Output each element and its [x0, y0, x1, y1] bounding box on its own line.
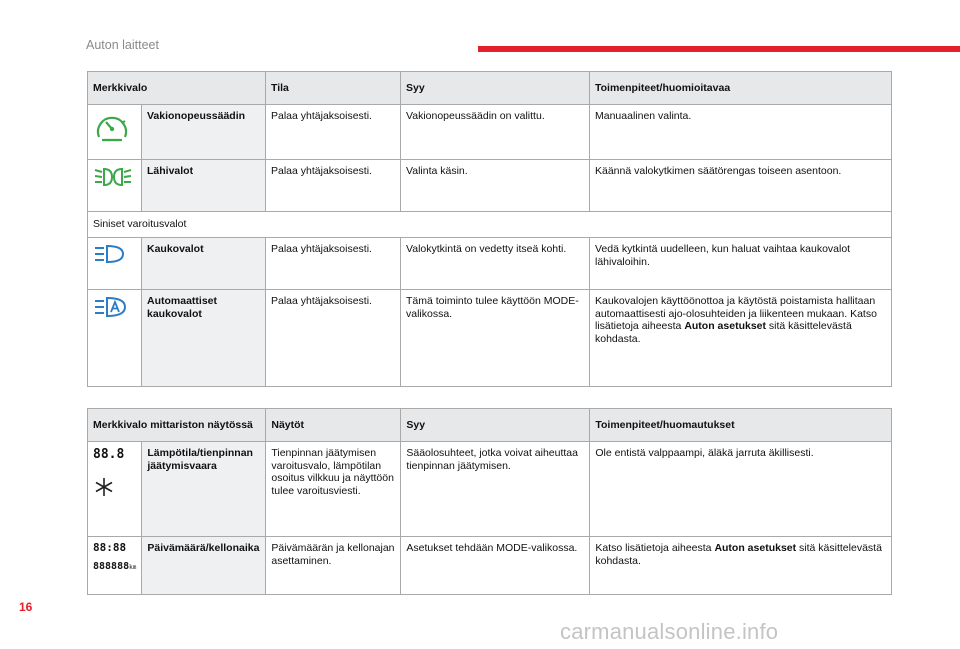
state-cell: Palaa yhtäjaksoisesti. — [266, 160, 401, 212]
auto-high-beam-icon — [93, 310, 129, 322]
table-header-row — [88, 72, 892, 105]
indicator-name: Lämpötila/tienpinnan jäätymisvaara — [142, 442, 266, 537]
display-cell: Tienpinnan jäätymisen varoitusvalo, lämpötilan osoitus vilkkuu ja näyttöön tulee varoitusviesti. — [266, 442, 401, 537]
table-row — [88, 442, 892, 537]
header-accent-bar — [478, 46, 960, 52]
cause-cell: Valokytkintä on vedetty itseä kohti. — [401, 238, 590, 290]
indicator-name: Automaattiset kaukovalot — [142, 290, 266, 387]
table-header-row — [88, 409, 892, 442]
column-header: Näytöt — [266, 409, 401, 442]
action-text: sitä käsittelevästä kohdasta. — [595, 542, 882, 567]
column-header: Tila — [266, 72, 401, 105]
display-indicators-table — [87, 408, 892, 595]
clock-digits: 88:88 — [93, 541, 127, 554]
cruise-control-icon — [93, 139, 131, 151]
high-beam-icon — [93, 256, 127, 268]
indicator-name: Kaukovalot — [142, 238, 266, 290]
action-text: Katso lisätietoja aiheesta — [595, 542, 715, 554]
section-row — [88, 212, 892, 238]
icon-cell — [88, 442, 142, 537]
column-header: Merkkivalo mittariston näytössä — [88, 409, 266, 442]
indicator-name: Vakionopeussäädin — [142, 105, 266, 160]
column-header: Syy — [401, 72, 590, 105]
cause-cell: Tämä toiminto tulee käyttöön MODE-valikossa. — [401, 290, 590, 387]
column-header: Toimenpiteet/huomioitavaa — [590, 72, 892, 105]
action-cell: Vedä kytkintä uudelleen, kun haluat vaihtaa kaukovalot lähivaloihin. — [590, 238, 892, 290]
clock-display-icon — [93, 542, 136, 574]
low-beam-icon — [93, 180, 133, 192]
indicator-name: Päivämäärä/kellonaika — [142, 537, 266, 595]
table-row — [88, 160, 892, 212]
watermark: carmanualsonline.info — [560, 619, 779, 644]
section-label: Siniset varoitusvalot — [88, 212, 892, 238]
icon-cell — [88, 238, 142, 290]
state-cell: Palaa yhtäjaksoisesti. — [266, 105, 401, 160]
display-cell: Päivämäärän ja kellonajan asettaminen. — [266, 537, 401, 595]
action-text: sitä käsittelevästä kohdasta. — [595, 320, 852, 345]
cause-cell: Asetukset tehdään MODE-valikossa. — [401, 537, 590, 595]
action-text: Kaukovalojen käyttöönottoa ja käytöstä poistamista hallitaan automaattisesti ajo-olosuhteiden ja liikenteen mukaan. Katso lisätietoja aiheesta — [595, 295, 877, 332]
snowflake-icon — [93, 476, 136, 502]
table-row — [88, 290, 892, 387]
table-row — [88, 105, 892, 160]
odometer-value: 888888 — [93, 560, 130, 572]
icon-cell — [88, 290, 142, 387]
icon-cell — [88, 160, 142, 212]
action-cell — [590, 537, 892, 595]
action-cell: Ole entistä valppaampi, äläkä jarruta äkillisesti. — [590, 442, 892, 537]
icon-cell — [88, 537, 142, 595]
table-row — [88, 537, 892, 595]
indicator-name: Lähivalot — [142, 160, 266, 212]
state-cell: Palaa yhtäjaksoisesti. — [266, 238, 401, 290]
column-header: Syy — [401, 409, 590, 442]
page-number: 16 — [19, 600, 33, 614]
state-cell: Palaa yhtäjaksoisesti. — [266, 290, 401, 387]
table-row — [88, 238, 892, 290]
warning-lights-table — [87, 71, 892, 387]
cause-cell: Valinta käsin. — [401, 160, 590, 212]
cause-cell: Sääolosuhteet, jotka voivat aiheuttaa tienpinnan jäätymisen. — [401, 442, 590, 537]
icon-cell — [88, 105, 142, 160]
section-title: Auton laitteet — [86, 38, 159, 52]
settings-reference: Auton asetukset — [714, 542, 797, 554]
cause-cell: Vakionopeussäädin on valittu. — [401, 105, 590, 160]
odometer-unit: km — [129, 563, 137, 571]
action-cell — [590, 290, 892, 387]
action-cell: Käännä valokytkimen säätörengas toiseen asentoon. — [590, 160, 892, 212]
column-header: Merkkivalo — [88, 72, 266, 105]
temperature-display-icon: 88.8 — [93, 447, 125, 462]
column-header: Toimenpiteet/huomautukset — [590, 409, 892, 442]
odometer-digits — [93, 561, 136, 575]
action-cell: Manuaalinen valinta. — [590, 105, 892, 160]
settings-reference: Auton asetukset — [684, 320, 766, 332]
